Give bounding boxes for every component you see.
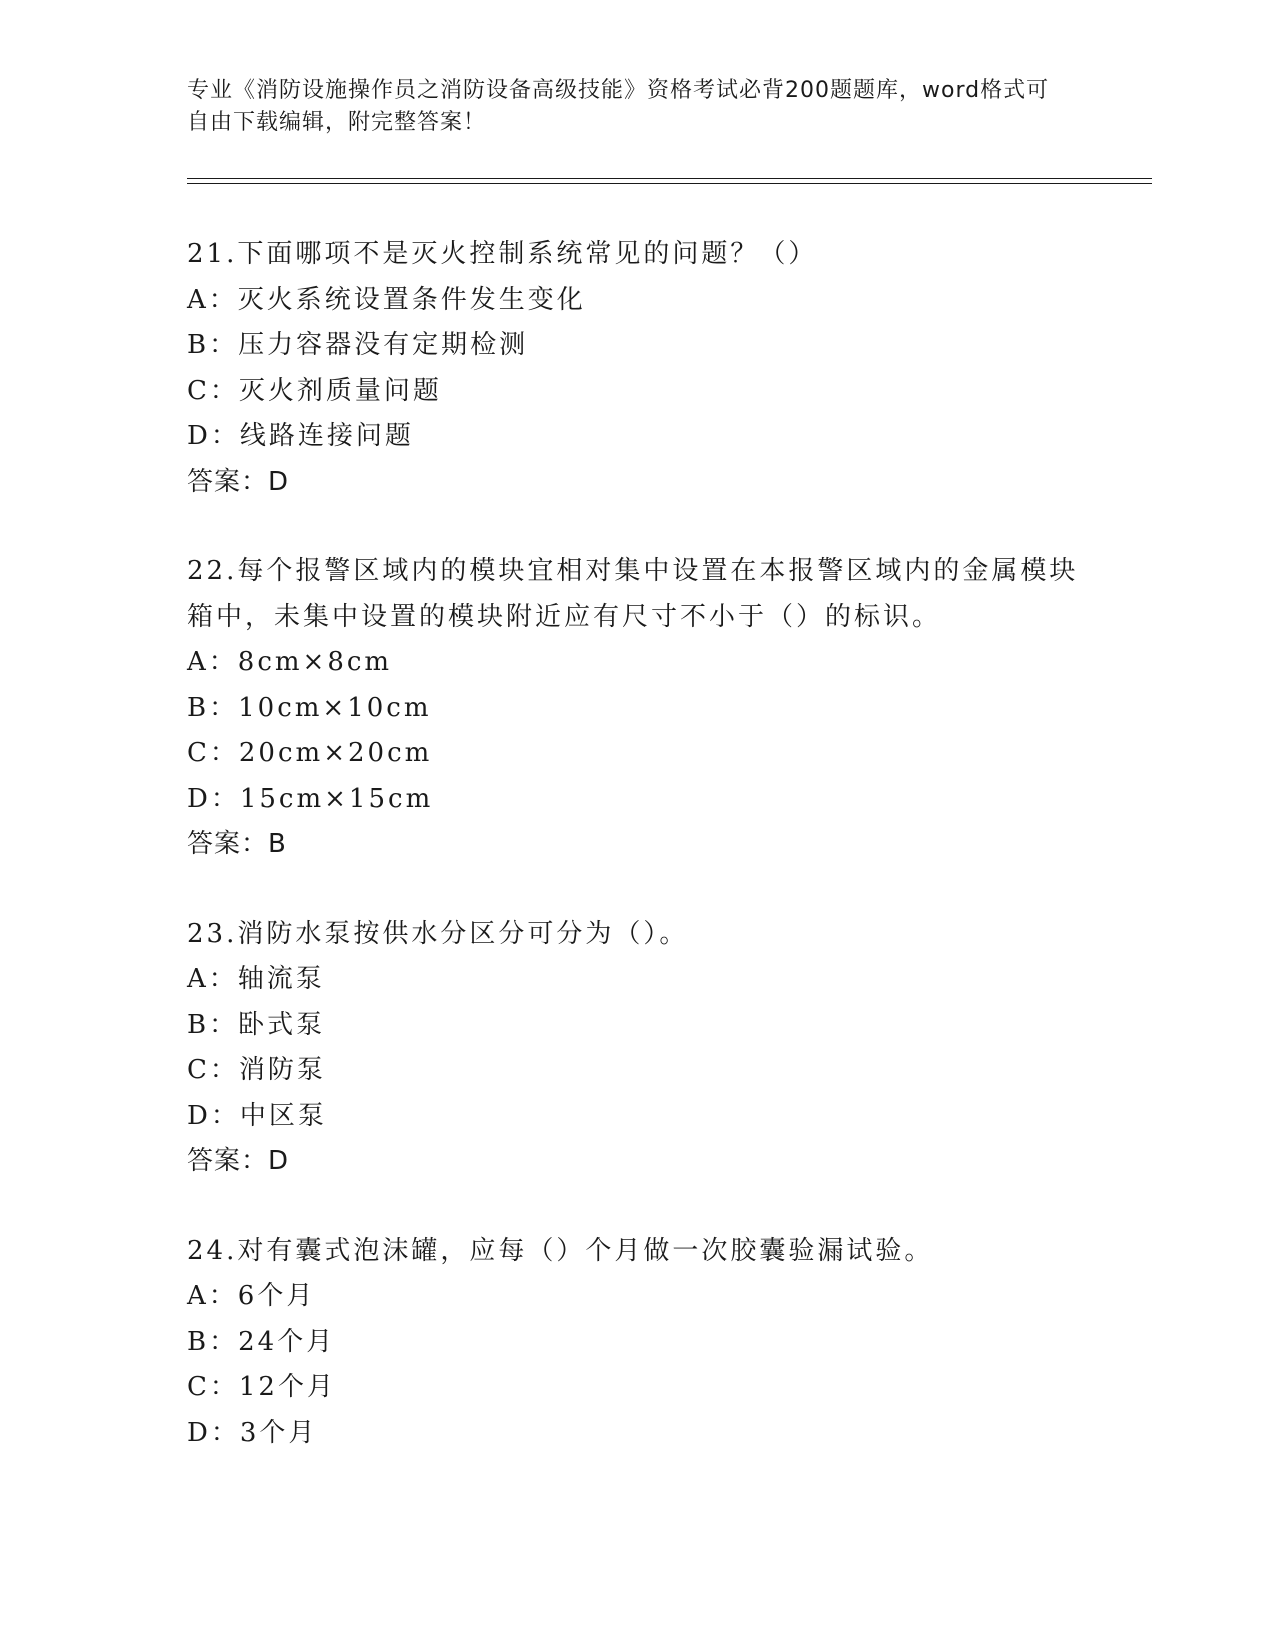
option-a: A：6个月 [187, 1281, 316, 1311]
option-d: D：线路连接问题 [187, 421, 414, 451]
option-c: C：消防泵 [187, 1055, 326, 1085]
question-22 [187, 549, 1087, 868]
option-a: A：8cm×8cm [187, 647, 393, 677]
question-24 [187, 1229, 1087, 1457]
option-b: B：10cm×10cm [187, 692, 432, 723]
header-divider-top [187, 178, 1152, 179]
question-stem: 22.每个报警区域内的模块宜相对集中设置在本报警区域内的金属模块箱中，未集中设置的模块附近应有尺寸不小于（）的标识。 [187, 556, 1079, 632]
question-21 [187, 232, 1087, 505]
document-header: 专业《消防设施操作员之消防设备高级技能》资格考试必背200题题库，word格式可自由下载编辑，附完整答案！ [187, 78, 1050, 135]
question-stem: 23.消防水泵按供水分区分可分为（）。 [187, 918, 689, 949]
header-divider-bottom [187, 183, 1152, 184]
option-d: D：中区泵 [187, 1100, 327, 1131]
question-list [187, 232, 1087, 1500]
answer-label: 答案：D [187, 466, 290, 497]
option-a: A：轴流泵 [187, 964, 325, 994]
option-c: C：12个月 [187, 1372, 336, 1402]
option-b: B：压力容器没有定期检测 [187, 330, 529, 360]
question-stem: 24.对有囊式泡沫罐，应每（）个月做一次胶囊验漏试验。 [187, 1235, 934, 1266]
question-23 [187, 912, 1087, 1185]
answer-label: 答案：D [187, 1146, 290, 1176]
option-d: D：3个月 [187, 1417, 318, 1448]
option-b: B：卧式泵 [187, 1009, 326, 1040]
option-a: A：灭火系统设置条件发生变化 [187, 284, 586, 315]
question-stem: 21.下面哪项不是灭火控制系统常见的问题？（） [187, 239, 818, 269]
option-c: C：灭火剂质量问题 [187, 375, 442, 406]
option-d: D：15cm×15cm [187, 783, 434, 814]
option-b: B：24个月 [187, 1326, 336, 1357]
option-c: C：20cm×20cm [187, 738, 433, 768]
answer-label: 答案：B [187, 829, 287, 859]
